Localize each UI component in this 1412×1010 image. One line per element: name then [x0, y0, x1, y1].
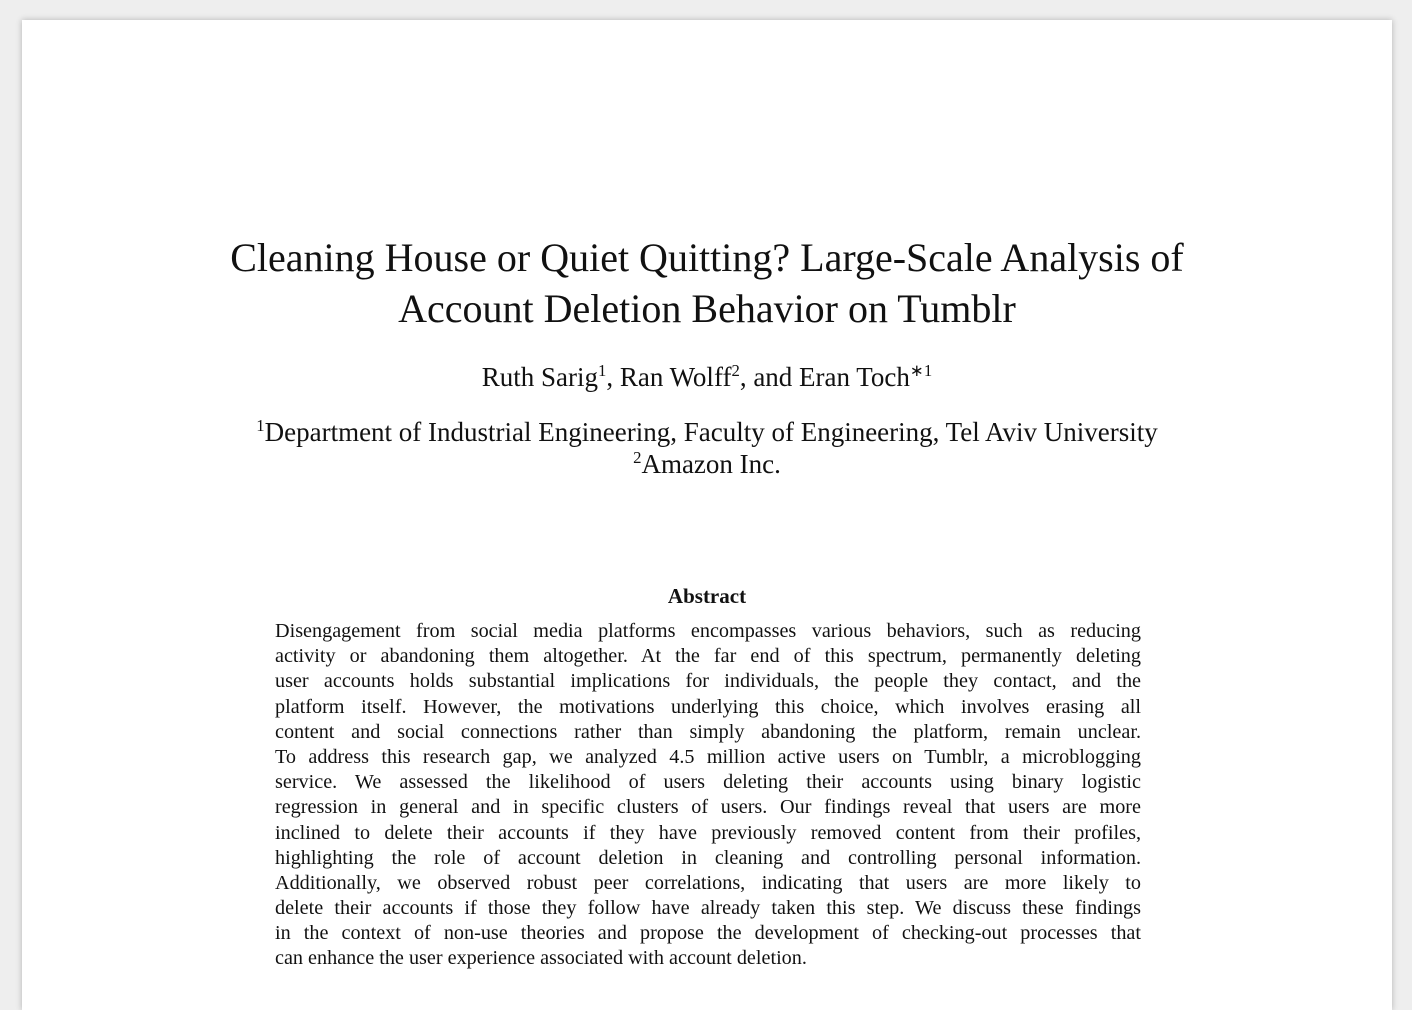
- abstract-line: service. We assessed the likelihood of users deleting their accounts using binary logistic: [275, 771, 1141, 794]
- author-affiliation-mark: ∗1: [909, 361, 933, 380]
- abstract-line: Additionally, we observed robust peer correlations, indicating that users are more likely to: [275, 871, 1141, 894]
- abstract-line: regression in general and in specific clusters of users. Our findings reveal that users are more: [275, 796, 1141, 819]
- paper-title-line-2: Account Deletion Behavior on Tumblr: [398, 286, 1016, 331]
- author-separator: , and: [739, 362, 800, 392]
- abstract-line: in the context of non-use theories and propose the development of checking-out processes that: [275, 922, 1141, 945]
- abstract-line: can enhance the user experience associated with account deletion.: [275, 947, 807, 970]
- affiliations: [22, 416, 1392, 480]
- affiliation-line: [22, 448, 1392, 480]
- abstract-body: [275, 619, 1141, 972]
- abstract-line: content and social connections rather than simply abandoning the platform, remain unclear.: [275, 720, 1141, 743]
- affiliation-line: [22, 416, 1392, 448]
- abstract-line: activity or abandoning them altogether. At the far end of this spectrum, permanently deleting: [275, 645, 1141, 668]
- abstract-heading: Abstract: [667, 584, 747, 608]
- abstract-line: user accounts holds substantial implications for individuals, the people they contact, and the: [275, 670, 1141, 693]
- abstract-line: delete their accounts if those they follow have already taken this step. We discuss these findings: [275, 897, 1141, 920]
- abstract-line: To address this research gap, we analyzed 4.5 million active users on Tumblr, a microblogging: [275, 745, 1141, 768]
- pdf-page: [22, 20, 1392, 1010]
- author-name: Eran Toch: [799, 362, 910, 392]
- author-affiliation-mark: 2: [731, 361, 740, 380]
- abstract-line: Disengagement from social media platforms encompasses various behaviors, such as reducing: [275, 620, 1141, 642]
- affiliation-mark: 1: [256, 416, 265, 435]
- abstract-line: highlighting the role of account deletion in cleaning and controlling personal information.: [275, 846, 1141, 869]
- author-name: Ran Wolff: [619, 362, 732, 392]
- abstract-line: inclined to delete their accounts if they have previously removed content from their profiles,: [275, 821, 1141, 844]
- affiliation-mark: 2: [633, 448, 642, 467]
- author-name: Ruth Sarig: [481, 362, 598, 392]
- affiliation-text: Department of Industrial Engineering, Faculty of Engineering, Tel Aviv University: [264, 417, 1158, 447]
- paper-title: [22, 232, 1392, 334]
- affiliation-text: Amazon Inc.: [641, 449, 781, 479]
- author-list: [22, 360, 1392, 394]
- abstract-line: platform itself. However, the motivations underlying this choice, which involves erasing all: [275, 695, 1141, 718]
- paper-title-line-1: Cleaning House or Quiet Quitting? Large-Scale Analysis of: [230, 235, 1184, 280]
- author-separator: ,: [606, 362, 620, 392]
- author-affiliation-mark: 1: [597, 361, 607, 380]
